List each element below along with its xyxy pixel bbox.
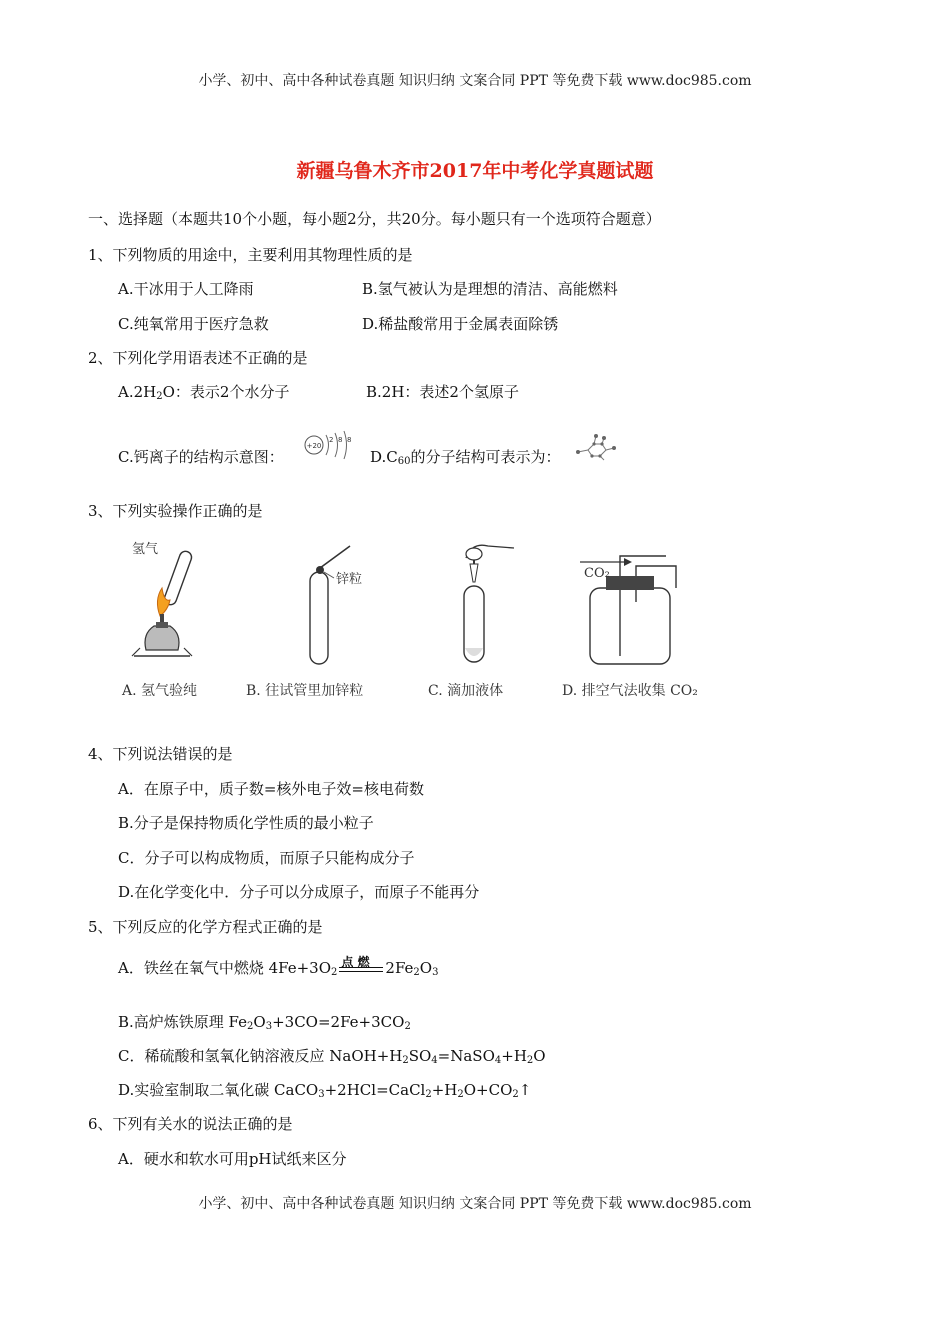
page-header: 小学、初中、高中各种试卷真题 知识归纳 文案合同 PPT 等免费下载 www.doc985.com: [198, 73, 752, 89]
drop-liquid-figure: [448, 538, 538, 668]
calcium-ion-diagram: [300, 428, 360, 462]
q3-stem: 3、下列实验操作正确的是: [88, 502, 263, 520]
q4-option-b: B.分子是保持物质化学性质的最小粒子: [118, 814, 374, 832]
section-heading: 一、选择题（本题共10个小题，每小题2分，共20分。每小题只有一个选项符合题意）: [88, 210, 661, 228]
q5-option-b: B.高炉炼铁原理 $Fe_2O_3+3CO=2Fe+3CO_2$: [118, 1013, 411, 1032]
svg-text:8: 8: [338, 436, 343, 444]
q1-option-d: D.稀盐酸常用于金属表面除锈: [362, 315, 559, 333]
add-zinc-figure: [298, 538, 388, 668]
collect-co2-figure: [576, 538, 686, 668]
q2-option-a: $A.2H_2O$：表示2个水分子: [118, 383, 290, 402]
reaction-condition: 点 燃: [341, 954, 370, 969]
svg-text:+20: +20: [306, 442, 322, 450]
q4-option-a: A．在原子中，质子数=核外电子效=核电荷数: [118, 780, 424, 798]
q1-stem: 1、下列物质的用途中，主要利用其物理性质的是: [88, 246, 413, 264]
q4-option-d: D.在化学变化中．分子可以分成原子，而原子不能再分: [118, 883, 480, 901]
q1-option-b: B.氢气被认为是理想的清洁、高能燃料: [362, 280, 618, 298]
q1-option-c: C.纯氧常用于医疗急救: [118, 315, 269, 333]
q6-stem: 6、下列有关水的说法正确的是: [88, 1115, 293, 1133]
page-footer: 小学、初中、高中各种试卷真题 知识归纳 文案合同 PPT 等免费下载 www.doc985.com: [198, 1196, 752, 1212]
c60-structure-icon: [574, 432, 620, 462]
caption-b: B. 往试管里加锌粒: [246, 683, 364, 699]
svg-text:2: 2: [329, 436, 334, 444]
q2-option-b: B.2H：表述2个氢原子: [366, 383, 519, 401]
page-title: 新疆乌鲁木齐市2017年中考化学真题试题: [296, 160, 654, 182]
q4-stem: 4、下列说法错误的是: [88, 745, 233, 763]
q2-stem: 2、下列化学用语表述不正确的是: [88, 349, 308, 367]
q5-stem: 5、下列反应的化学方程式正确的是: [88, 918, 323, 936]
q2-option-c: C.钙离子的结构示意图：: [118, 448, 284, 466]
caption-a: A. 氢气验纯: [122, 683, 198, 699]
hydrogen-purity-test-figure: [120, 538, 210, 668]
q2-option-d: $D.C_{60}$的分子结构可表示为：: [370, 448, 561, 467]
q5-option-c: C．稀硫酸和氢氧化钠溶液反应 $NaOH+H_2SO_4=NaSO_4+H_2O$: [118, 1047, 546, 1066]
svg-text:8: 8: [347, 436, 352, 444]
label-zinc: 锌粒: [336, 572, 363, 587]
label-hydrogen: 氢气: [132, 542, 159, 557]
q5-option-d: D.实验室制取二氧化碳 $CaCO_3+2HCl=CaCl_2+H_2O+CO_2↑$: [118, 1081, 532, 1100]
q4-option-c: C．分子可以构成物质，而原子只能构成分子: [118, 849, 415, 867]
label-co2: CO₂: [584, 566, 610, 581]
q1-option-a: A.干冰用于人工降雨: [118, 280, 254, 298]
caption-d: D. 排空气法收集 CO₂: [562, 683, 698, 699]
q6-option-a: A．硬水和软水可用pH试纸来区分: [118, 1150, 347, 1168]
q5-option-a: A．铁丝在氧气中燃烧 $4Fe+3O_2$ 点 燃 $2Fe_2O_3$: [118, 954, 439, 978]
caption-c: C. 滴加液体: [428, 683, 504, 699]
